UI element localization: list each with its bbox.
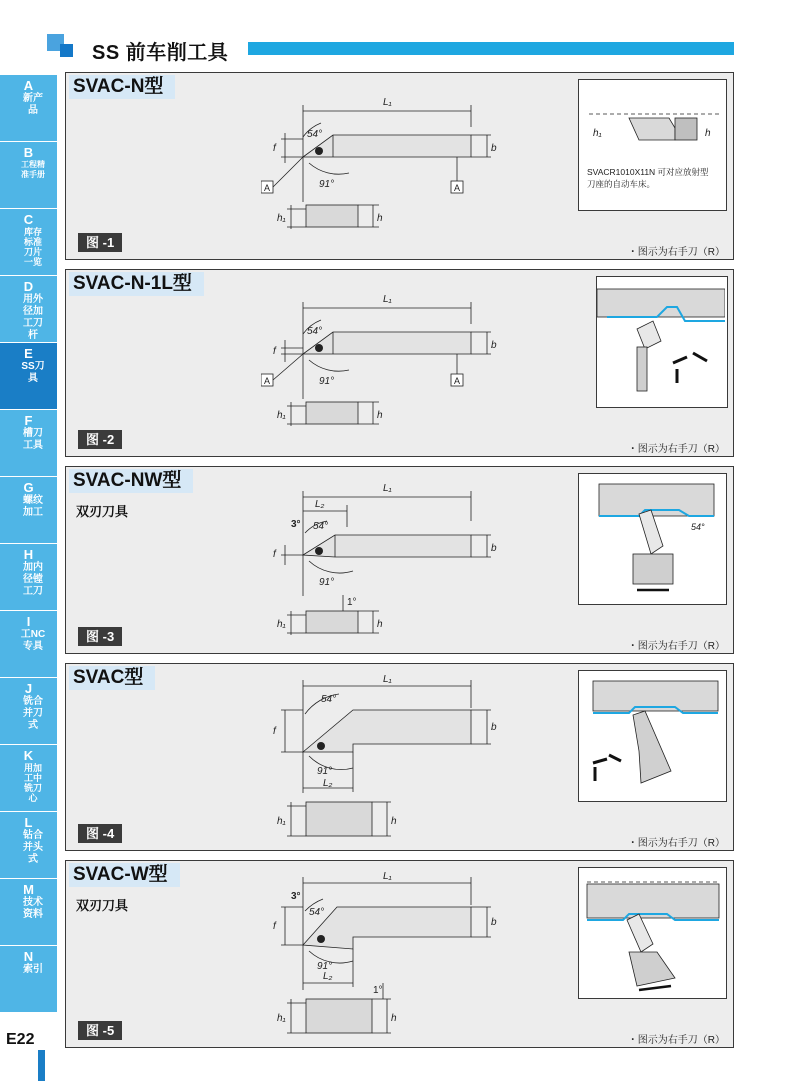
- header-bar: [248, 42, 734, 55]
- dim-h: h: [391, 1013, 397, 1024]
- section-subtitle: 双刃刀具: [76, 898, 129, 913]
- dim-h: h: [377, 213, 383, 224]
- dim-h1: h₁: [277, 619, 286, 630]
- ref-a-left: A: [264, 376, 271, 386]
- inset-dim-angle-54: 54°: [691, 522, 705, 532]
- section-title: SVAC-NW型: [69, 469, 193, 493]
- tool-drawing: [261, 77, 571, 237]
- dim-b: b: [491, 722, 497, 733]
- sidebar-tab-n[interactable]: N 索引: [0, 946, 57, 1013]
- sidebar-tab-k[interactable]: K 用加工中铣刀心: [0, 745, 57, 812]
- dim-h: h: [377, 410, 383, 421]
- dim-b: b: [491, 917, 497, 928]
- dim-l1: L₁: [383, 483, 392, 494]
- dim-angle-1: 1°: [373, 985, 383, 996]
- dim-angle-54: 54°: [309, 907, 325, 918]
- dim-h1: h₁: [277, 1013, 286, 1024]
- dim-h: h: [377, 619, 383, 630]
- figure-label: 图 -1: [78, 233, 122, 252]
- dim-angle-3: 3°: [291, 519, 301, 530]
- dim-angle-54: 54°: [313, 521, 329, 532]
- tool-drawing: [261, 865, 571, 1037]
- dim-h1: h₁: [277, 816, 286, 827]
- section-svac-n: [65, 72, 734, 260]
- inset-dim-h1: h₁: [593, 128, 602, 139]
- dim-angle-91: 91°: [319, 376, 335, 387]
- dim-l2: L₂: [315, 499, 325, 510]
- hand-note: ・图示为右手刀（R）: [627, 838, 725, 849]
- hand-note: ・图示为右手刀（R）: [627, 247, 725, 258]
- sidebar-tab-d[interactable]: D 用外径加工刀杆: [0, 276, 57, 343]
- inset-figure: [578, 670, 727, 802]
- figure-label: 图 -3: [78, 627, 122, 646]
- section-title: SVAC-N型: [69, 75, 175, 99]
- dim-l1: L₁: [383, 294, 392, 305]
- section-svac-n-1l: [65, 269, 734, 457]
- figure-label: 图 -2: [78, 430, 122, 449]
- figure-label: 图 -5: [78, 1021, 122, 1040]
- section-svac-nw: [65, 466, 734, 654]
- dim-angle-54: 54°: [307, 129, 323, 140]
- sidebar-tab-h[interactable]: H 加内径镗工刀: [0, 544, 57, 611]
- dim-f: f: [273, 143, 276, 154]
- inset-figure: [578, 79, 727, 211]
- ref-a-right: A: [454, 376, 461, 386]
- dim-l1: L₁: [383, 674, 392, 685]
- inset-note: SVACR1010X11N 可对应放射型刀座的自动车床。: [587, 167, 709, 189]
- sidebar-tab-m[interactable]: M 技术资料: [0, 879, 57, 946]
- dim-angle-91: 91°: [317, 961, 333, 972]
- sidebar-tab-e[interactable]: E SS刀具: [0, 343, 57, 410]
- dim-angle-91: 91°: [317, 766, 333, 777]
- inset-figure: [578, 867, 727, 999]
- dim-b: b: [491, 143, 497, 154]
- tool-drawing: [261, 471, 571, 636]
- inset-figure: [578, 473, 727, 605]
- dim-f: f: [273, 921, 276, 932]
- dim-l1: L₁: [383, 97, 392, 108]
- dim-h1: h₁: [277, 213, 286, 224]
- sidebar-tab-b[interactable]: B 工程精准手册: [0, 142, 57, 209]
- dim-b: b: [491, 340, 497, 351]
- section-subtitle: 双刃刀具: [76, 504, 129, 519]
- dim-angle-54: 54°: [307, 326, 323, 337]
- sidebar-tab-c[interactable]: C 库存标准刀片一览: [0, 209, 57, 276]
- sidebar-tab-f[interactable]: F 槽刀工具: [0, 410, 57, 477]
- dim-angle-91: 91°: [319, 179, 335, 190]
- tool-drawing: [261, 668, 571, 838]
- dim-f: f: [273, 726, 276, 737]
- inset-figure: [596, 276, 728, 408]
- sidebar-tab-g[interactable]: G 螺纹加工: [0, 477, 57, 544]
- sidebar-tab-a[interactable]: A 新产品: [0, 75, 57, 142]
- dim-b: b: [491, 543, 497, 554]
- figure-label: 图 -4: [78, 824, 122, 843]
- dim-f: f: [273, 346, 276, 357]
- tool-drawing: [261, 274, 571, 434]
- hand-note: ・图示为右手刀（R）: [627, 641, 725, 652]
- section-title: SVAC型: [69, 666, 155, 690]
- dim-l1: L₁: [383, 871, 392, 882]
- sidebar-tab-l[interactable]: L 钻合并头式: [0, 812, 57, 879]
- dim-l2: L₂: [323, 778, 333, 789]
- section-title: SVAC-N-1L型: [69, 272, 204, 296]
- dim-angle-1: 1°: [347, 597, 357, 608]
- inset-dim-h: h: [705, 128, 711, 139]
- hand-note: ・图示为右手刀（R）: [627, 1035, 725, 1046]
- dim-h: h: [391, 816, 397, 827]
- sidebar-tab-j[interactable]: J 铣合并刀式: [0, 678, 57, 745]
- dim-f: f: [273, 549, 276, 560]
- dim-angle-54: 54°: [321, 694, 337, 705]
- header-square-icon: [60, 44, 73, 57]
- dim-angle-91: 91°: [319, 577, 335, 588]
- dim-angle-3: 3°: [291, 891, 301, 902]
- page-number: E22: [6, 1031, 35, 1048]
- ref-a-left: A: [264, 183, 271, 193]
- section-svac: [65, 663, 734, 851]
- dim-h1: h₁: [277, 410, 286, 421]
- hand-note: ・图示为右手刀（R）: [627, 444, 725, 455]
- section-svac-w: [65, 860, 734, 1048]
- ref-a-right: A: [454, 183, 461, 193]
- dim-l2: L₂: [323, 971, 333, 982]
- section-title: SVAC-W型: [69, 863, 180, 887]
- page-number-bar: [38, 1050, 45, 1081]
- page-title: SS 前车削工具: [92, 42, 229, 64]
- sidebar-tab-i[interactable]: I 工NC专具: [0, 611, 57, 678]
